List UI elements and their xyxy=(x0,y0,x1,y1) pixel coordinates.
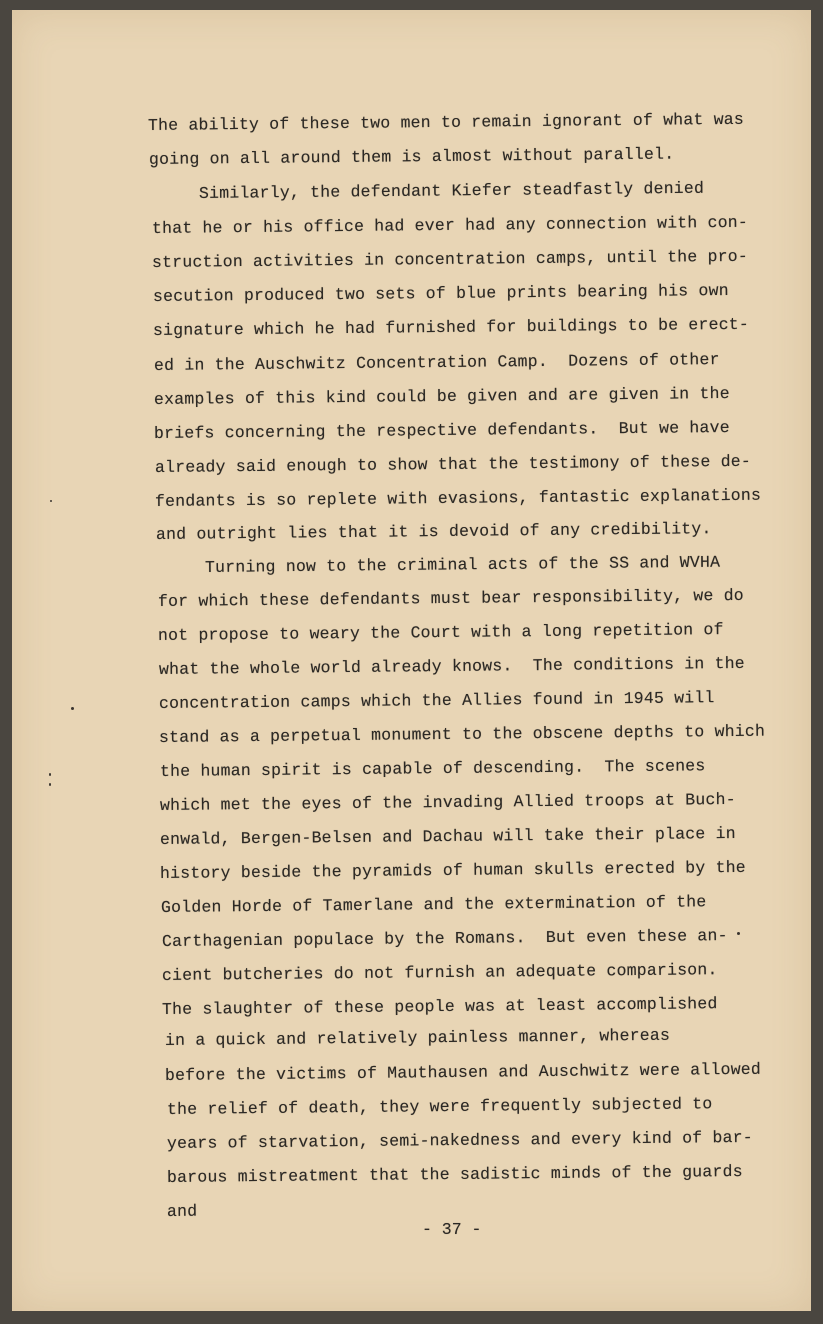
text-line-11: already said enough to show that the testimony of these de- xyxy=(154,451,752,477)
text-line-23: history beside the pyramids of human skulls erected by the xyxy=(159,857,746,883)
text-line-33: and xyxy=(166,1201,198,1221)
text-line-30: the relief of death, they were frequently subjected to xyxy=(166,1094,713,1119)
text-line-20: the human spirit is capable of descending. The scenes xyxy=(159,756,706,781)
page-number: - 37 - xyxy=(422,1220,482,1239)
text-line-15: for which these defendants must bear responsibility, we do xyxy=(157,585,744,611)
ink-speck xyxy=(50,500,52,502)
text-line-4: that he or his office had ever had any connection with con- xyxy=(151,212,749,238)
ink-speck xyxy=(71,707,74,710)
text-line-7: signature which he had furnished for buildings to be erect- xyxy=(152,314,750,340)
text-line-5: struction activities in concentration camps, until the pro- xyxy=(151,246,749,272)
text-line-22: enwald, Bergen-Belsen and Dachau will take their place in xyxy=(159,823,736,849)
text-line-31: years of starvation, semi-nakedness and every kind of bar- xyxy=(166,1127,753,1153)
text-line-2: going on all around them is almost without parallel. xyxy=(148,144,675,169)
text-line-19: stand as a perpetual monument to the obscene depths to which xyxy=(158,721,766,747)
text-line-1: The ability of these two men to remain ignorant of what was xyxy=(147,109,745,135)
text-line-16: not propose to weary the Court with a long repetition of xyxy=(157,620,724,645)
text-line-17: what the whole world already knows. The conditions in the xyxy=(158,653,745,679)
text-line-14: Turning now to the criminal acts of the SS and WVHA xyxy=(204,552,721,577)
text-line-8: ed in the Auschwitz Concentration Camp. Dozens of other xyxy=(153,350,720,375)
text-line-24: Golden Horde of Tamerlane and the extermination of the xyxy=(160,892,707,917)
text-line-25: Carthagenian populace by the Romans. But even these an- xyxy=(161,926,728,951)
text-line-26: cient butcheries do not furnish an adequate comparison. xyxy=(161,960,718,985)
text-line-10: briefs concerning the respective defendants. But we have xyxy=(153,417,730,443)
text-line-9: examples of this kind could be given and are given in the xyxy=(153,383,730,409)
ink-speck xyxy=(49,773,51,776)
text-line-3: Similarly, the defendant Kiefer steadfastly denied xyxy=(198,178,705,203)
text-line-6: secution produced two sets of blue prints bearing his own xyxy=(152,280,729,306)
ink-speck xyxy=(737,932,740,935)
text-line-27: The slaughter of these people was at least accomplished xyxy=(161,994,718,1019)
text-line-29: before the victims of Mauthausen and Auschwitz were allowed xyxy=(164,1059,762,1085)
text-line-12: fendants is so replete with evasions, fantastic explanations xyxy=(154,485,762,511)
ink-speck xyxy=(49,783,51,786)
text-line-28: in a quick and relatively painless manner, whereas xyxy=(164,1025,671,1050)
text-line-32: barous mistreatment that the sadistic minds of the guards xyxy=(166,1161,743,1187)
text-line-18: concentration camps which the Allies found in 1945 will xyxy=(158,688,715,713)
document-page xyxy=(12,10,811,1311)
text-line-13: and outright lies that it is devoid of any credibility. xyxy=(155,519,712,544)
text-line-21: which met the eyes of the invading Allied troops at Buch- xyxy=(159,789,736,815)
